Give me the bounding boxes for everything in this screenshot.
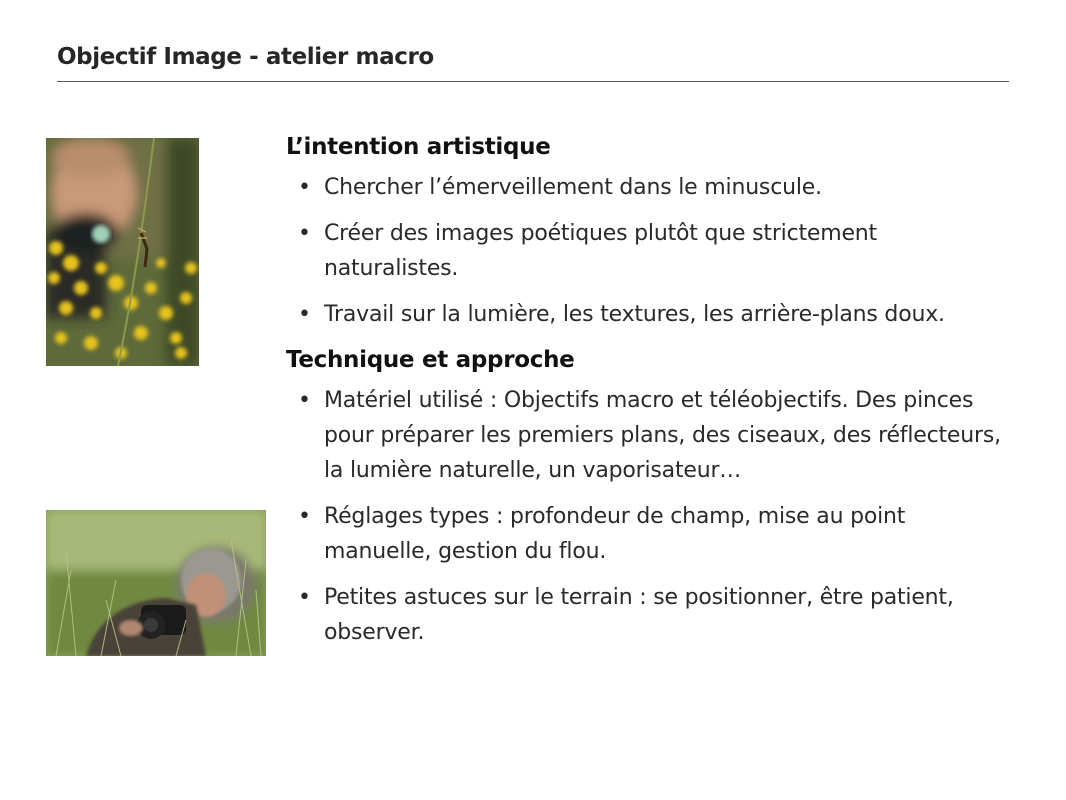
list-item xyxy=(286,499,974,569)
list-item xyxy=(286,383,1024,488)
bullet-dot: • xyxy=(298,221,311,246)
list-item xyxy=(286,170,1026,205)
bullet-dot: • xyxy=(298,175,311,200)
bullet-text: Matériel utilisé : Objectifs macro et téléobjectifs. Des pinces pour préparer les premiers plans, des ciseaux, des réflecteurs, la lumière naturelle, un vaporisateur… xyxy=(324,388,1001,483)
list-item xyxy=(286,580,1004,650)
section-heading-intention: L’intention artistique xyxy=(286,134,551,160)
title-divider xyxy=(57,81,1009,82)
bullet-text: Travail sur la lumière, les textures, les arrière-plans doux. xyxy=(324,302,945,327)
bullet-list-technique xyxy=(286,383,1026,650)
list-item xyxy=(286,216,924,286)
bullet-text: Réglages types : profondeur de champ, mise au point manuelle, gestion du flou. xyxy=(324,504,906,564)
bullet-dot: • xyxy=(298,504,311,529)
bullet-list-intention xyxy=(286,170,1026,332)
bullet-text: Petites astuces sur le terrain : se positionner, être patient, observer. xyxy=(324,585,954,645)
photo-photographer-in-grass xyxy=(46,510,266,656)
bullet-text: Créer des images poétiques plutôt que strictement naturalistes. xyxy=(324,221,877,281)
bullet-dot: • xyxy=(298,585,311,610)
bullet-dot: • xyxy=(298,302,311,327)
bullet-dot: • xyxy=(298,388,311,413)
photo-photographer-dragonfly xyxy=(46,138,199,366)
list-item xyxy=(286,297,1026,332)
slide-content xyxy=(286,130,1026,661)
bullet-text: Chercher l’émerveillement dans le minuscule. xyxy=(324,175,822,200)
slide-title: Objectif Image - atelier macro xyxy=(57,44,434,70)
section-heading-technique: Technique et approche xyxy=(286,347,575,373)
